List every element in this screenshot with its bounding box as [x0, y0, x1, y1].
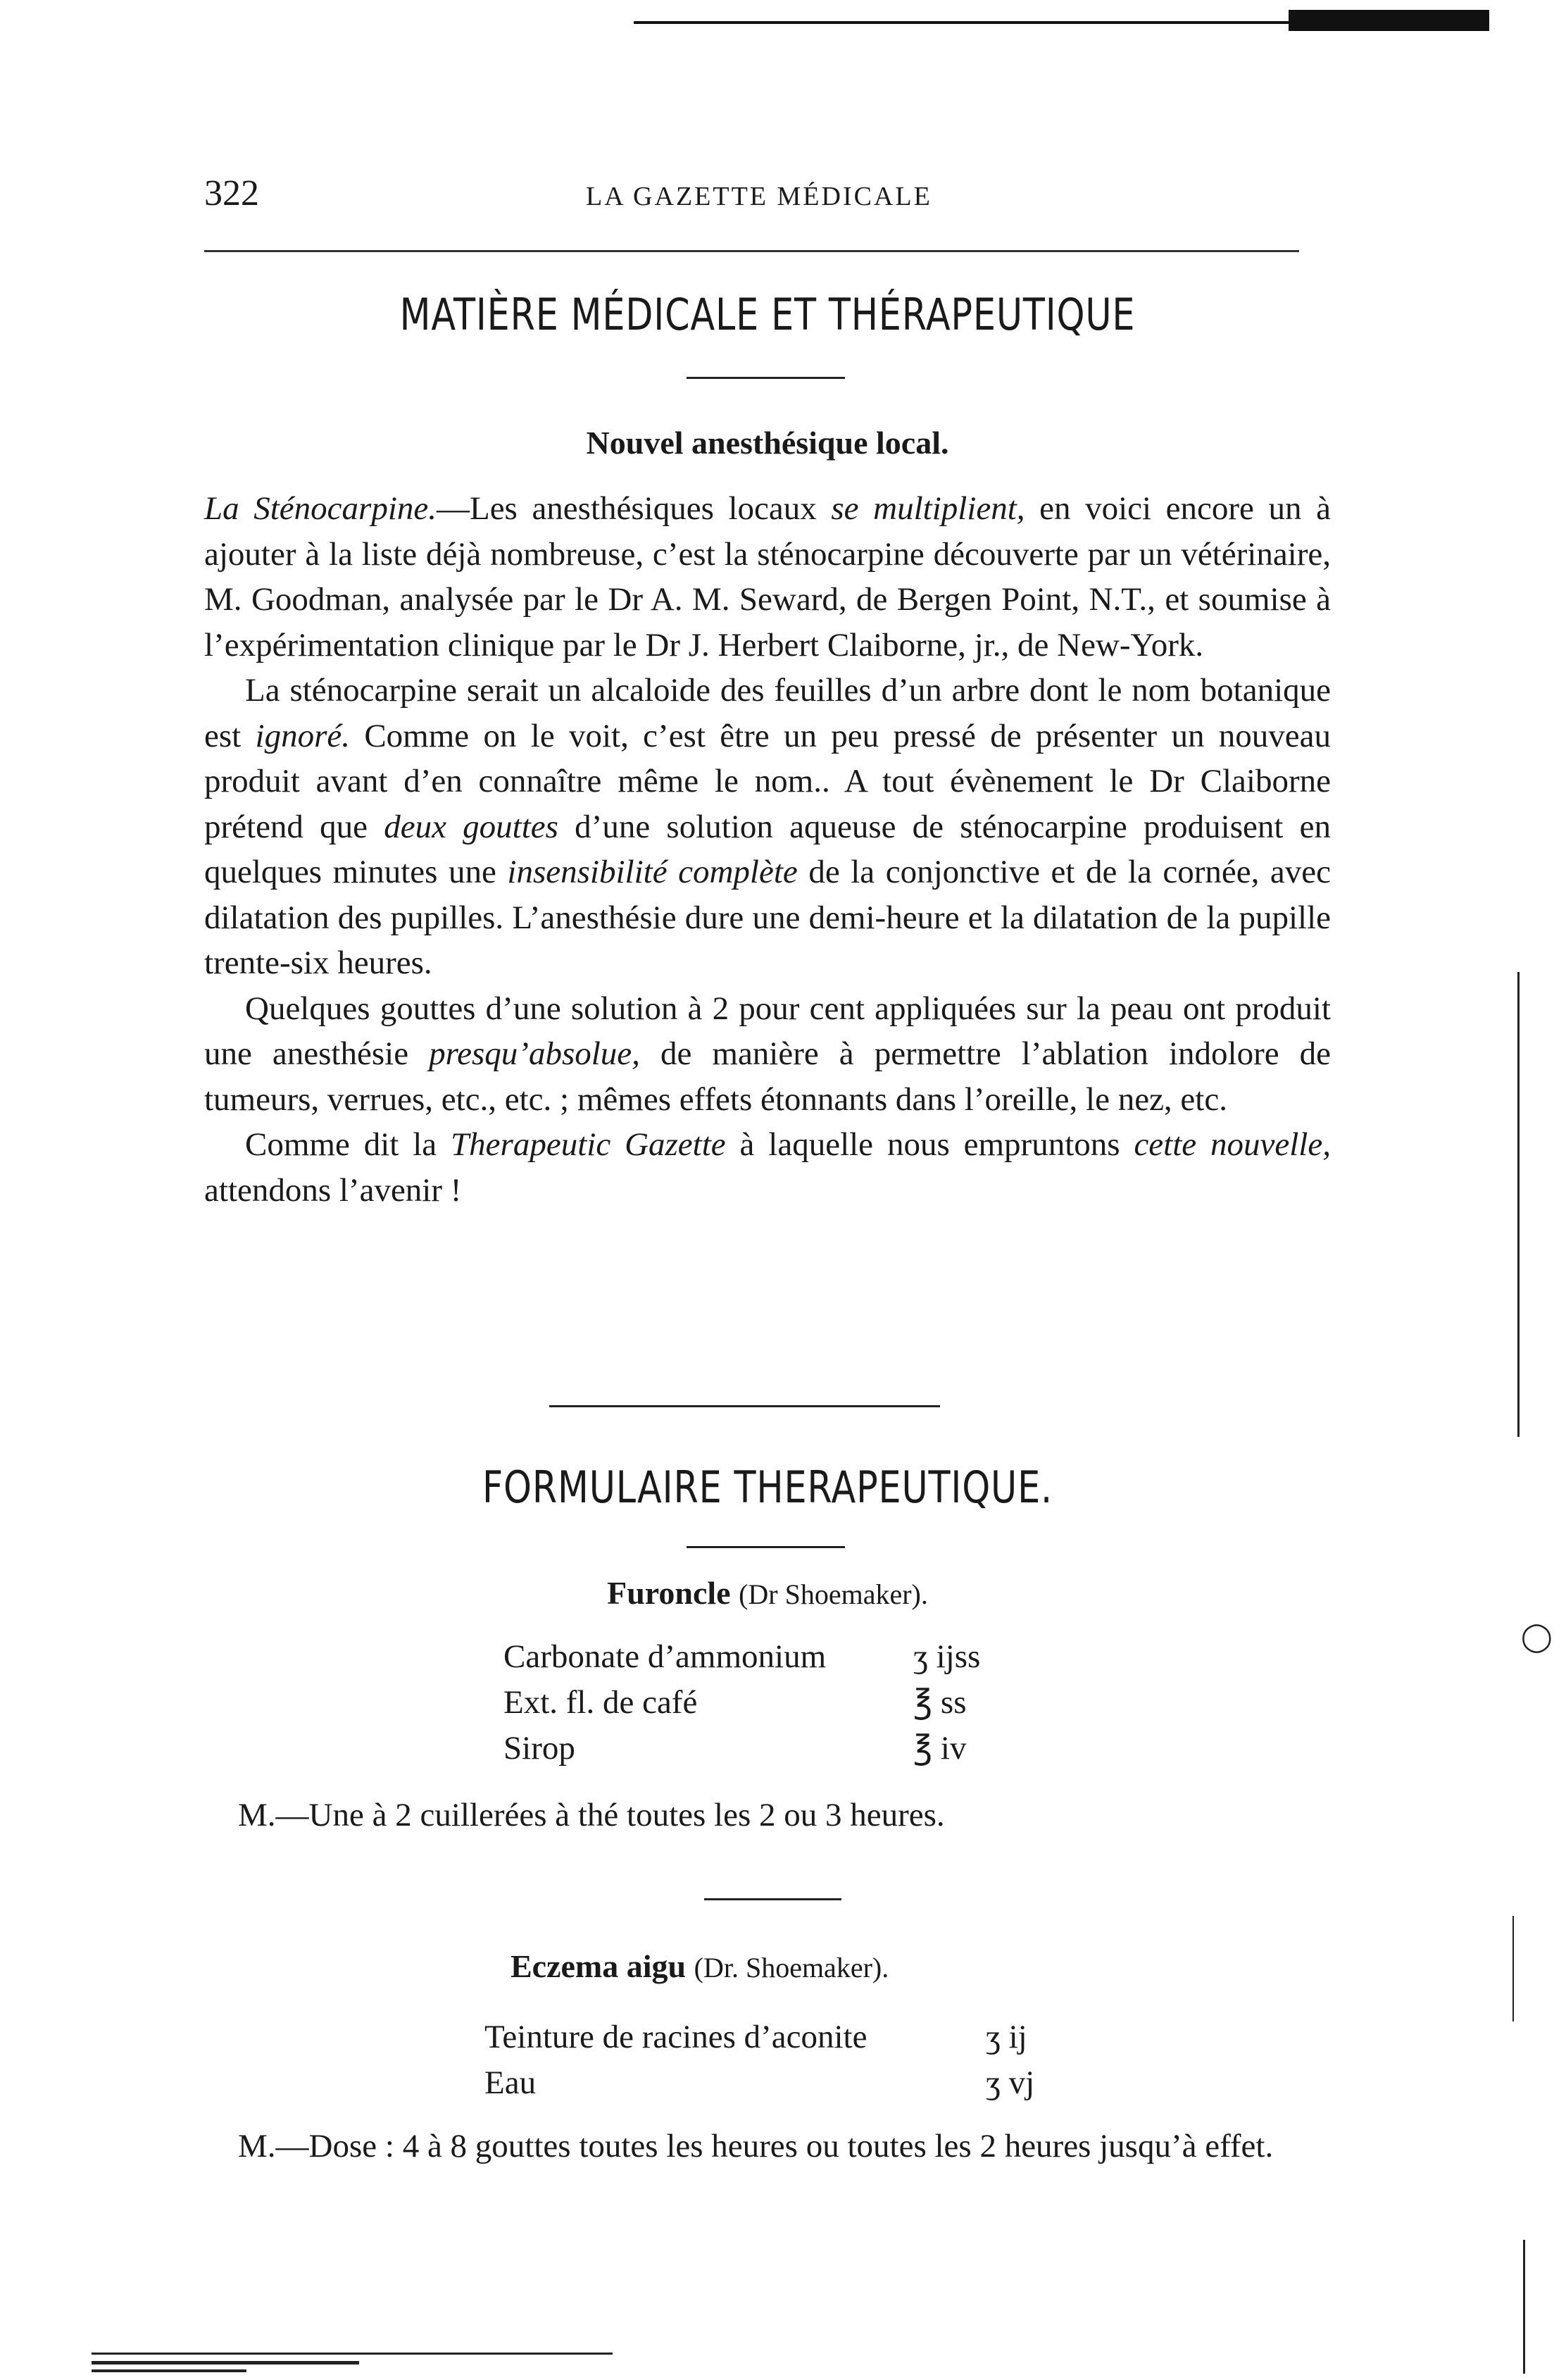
text-run: Comme dit la	[245, 1126, 451, 1163]
text-run: d’une solution aqueuse de sténocarpine produisent en quelques minutes une	[204, 808, 1331, 890]
ingredient-row	[484, 2014, 1083, 2060]
text-run: en voici encore un à ajouter à la liste déjà nombreuse, c’est la sténocarpine découverte par un vétérinaire, M. Goodman, analysée par le Dr A. M. Seward, de Bergen Point, N.T., et soumise à l’expérimentation clinique par le Dr J. Herbert Claiborne, jr., de New-York.	[204, 490, 1331, 663]
top-edge-bar	[1289, 10, 1489, 31]
prescription-name: Eczema aigu	[510, 1948, 687, 1984]
ingredient-row	[503, 1680, 1067, 1726]
section-title-matiere-medicale: MATIÈRE MÉDICALE ET THÉRAPEUTIQUE	[399, 289, 1136, 340]
prescription-author: (Dr Shoemaker).	[739, 1578, 928, 1610]
paragraph-2	[204, 668, 1331, 986]
prescription-title-eczema	[510, 1948, 1074, 1985]
text-run: attendons l’avenir !	[204, 1171, 462, 1209]
text-run: Comme on le voit, c’est être un peu pressé de présenter un nouveau produit avant d’en connaître même le nom.. A tout évènement le Dr Claiborne prétend que	[204, 717, 1331, 845]
page-number: 322	[204, 173, 259, 213]
ingredient-name: Carbonate d’ammonium	[503, 1638, 827, 1675]
ingredient-quantity: ʒ ijss	[913, 1638, 981, 1675]
paragraph-3	[204, 986, 1331, 1123]
footer-rule	[92, 2361, 359, 2365]
section-divider	[704, 1898, 841, 1900]
footer-rule	[92, 2353, 613, 2355]
emphasis: presqu’absolue,	[429, 1035, 640, 1072]
paragraph-1	[204, 486, 1331, 668]
emphasis: insensibilité complète	[507, 854, 798, 890]
emphasis: cette nouvelle,	[1134, 1126, 1331, 1163]
margin-scan-line	[1523, 2240, 1525, 2374]
section-title-formulaire: FORMULAIRE THERAPEUTIQUE.	[482, 1462, 1053, 1513]
ingredient-quantity: ℥ iv	[913, 1730, 967, 1767]
prescription-name: Furoncle	[607, 1575, 731, 1611]
ingredient-list-eczema	[484, 2014, 1083, 2106]
ingredient-quantity: ʒ vj	[986, 2064, 1035, 2101]
ingredient-list-furoncle	[503, 1634, 1067, 1771]
emphasis: ignoré.	[255, 717, 350, 754]
prescription-instructions: M.—Dose : 4 à 8 gouttes toutes les heures ou toutes les 2 heures jusqu’à effet.	[238, 2128, 1274, 2164]
margin-scan-line	[1512, 1916, 1514, 2021]
margin-mark: ◯	[1521, 1621, 1553, 1652]
ingredient-quantity: ℥ ss	[913, 1684, 967, 1721]
footer-rule	[92, 2369, 246, 2372]
prescription-title-furoncle	[204, 1574, 1331, 1612]
article-body	[204, 486, 1331, 1213]
margin-scan-line	[1517, 972, 1520, 1437]
page-header	[204, 173, 1331, 222]
text-run: La sténocarpine serait un alcaloide des feuilles d’un arbre dont le nom botanique est	[204, 672, 1331, 754]
header-rule	[204, 250, 1299, 252]
ingredient-quantity: ʒ ij	[986, 2019, 1027, 2055]
text-run: de la conjonctive et de la cornée, avec dilatation des pupilles. L’anesthésie dure une demi-heure et la dilatation de la pupille trente-six heures.	[204, 854, 1331, 981]
ingredient-row	[484, 2060, 1083, 2106]
text-run: à laquelle nous empruntons	[725, 1126, 1134, 1163]
section-divider	[549, 1405, 940, 1407]
lead-term: La Sténocarpine.	[204, 490, 437, 527]
ingredient-row	[503, 1726, 1067, 1771]
section-divider	[687, 377, 845, 379]
text-run: —Les anesthésiques locaux	[436, 490, 832, 527]
section-divider	[687, 1546, 845, 1548]
ingredient-row	[503, 1634, 1067, 1680]
running-title: LA GAZETTE MÉDICALE	[586, 182, 932, 211]
ingredient-name: Teinture de racines d’aconite	[484, 2019, 867, 2055]
emphasis: deux gouttes	[384, 808, 558, 845]
text-run: de manière à permettre l’ablation indolore de tumeurs, verrues, etc., etc. ; mêmes effets étonnants dans l’oreille, le nez, etc.	[204, 1035, 1331, 1118]
ingredient-name: Ext. fl. de café	[503, 1684, 698, 1721]
emphasis: se multiplient,	[831, 490, 1025, 527]
prescription-author: (Dr. Shoemaker).	[694, 1952, 889, 1983]
ingredient-name: Sirop	[503, 1730, 575, 1767]
text-run: Quelques gouttes d’une solution à 2 pour cent appliquées sur la peau ont produit une anesthésie	[204, 990, 1331, 1072]
ingredient-name: Eau	[484, 2064, 537, 2101]
prescription-instructions: M.—Une à 2 cuillerées à thé toutes les 2 ou 3 heures.	[238, 1797, 945, 1833]
paragraph-4	[204, 1122, 1331, 1213]
emphasis: Therapeutic Gazette	[451, 1126, 726, 1163]
article-title: Nouvel anesthésique local.	[586, 425, 949, 461]
